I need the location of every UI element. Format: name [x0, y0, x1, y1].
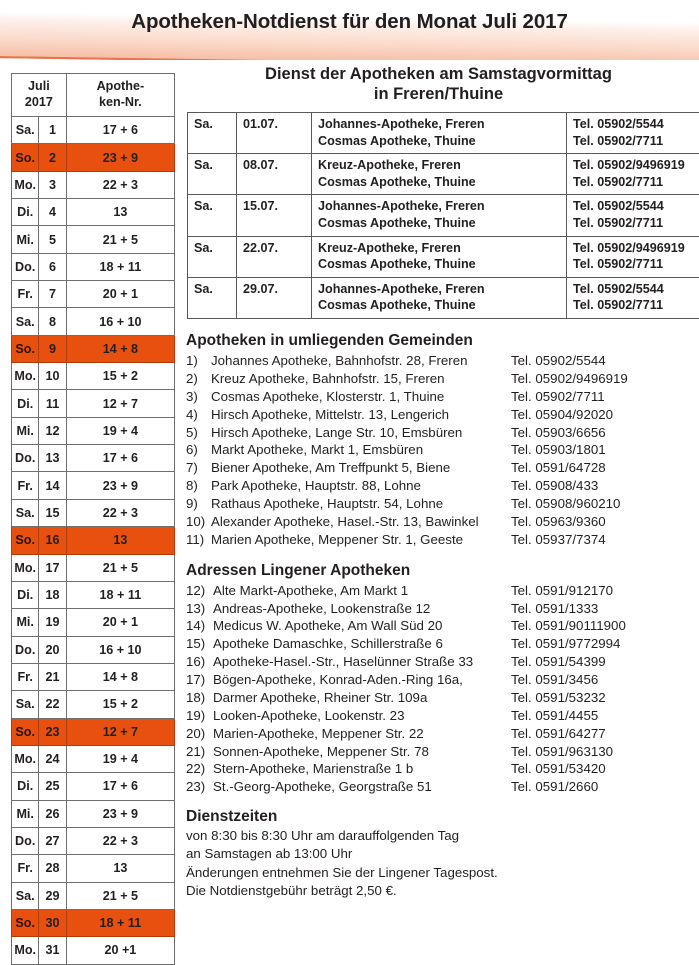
monthly-duty-calendar-table: [11, 73, 175, 965]
saturday-table-row: [188, 112, 699, 153]
calendar-cell-date: 10: [39, 363, 66, 390]
gemeinden-list-item: [186, 513, 691, 531]
pharmacy-telephone: Tel. 05908/960210: [511, 495, 620, 513]
pharmacy-index: 18): [186, 689, 213, 707]
calendar-cell-pharmacy-nr: 22 + 3: [66, 171, 174, 198]
lingen-list-item: [186, 671, 691, 689]
calendar-row: [12, 882, 175, 909]
pharmacy-telephone: Tel. 0591/54399: [511, 653, 606, 671]
saturday-cell-weekday: Sa.: [188, 195, 237, 236]
saturday-pharmacy-primary: Kreuz-Apotheke, Freren: [318, 157, 560, 174]
calendar-cell-weekday: Di.: [12, 390, 39, 417]
calendar-cell-pharmacy-nr: 23 + 9: [66, 800, 174, 827]
calendar-cell-date: 20: [39, 636, 66, 663]
calendar-cell-date: 30: [39, 909, 66, 936]
calendar-cell-pharmacy-nr: 20 + 1: [66, 609, 174, 636]
calendar-cell-date: 2: [39, 144, 66, 171]
calendar-cell-pharmacy-nr: 16 + 10: [66, 636, 174, 663]
saturday-pharmacy-secondary: Cosmas Apotheke, Thuine: [318, 215, 560, 232]
saturday-cell-telephones: [567, 195, 699, 236]
calendar-cell-date: 24: [39, 745, 66, 772]
pharmacy-telephone: Tel. 0591/3456: [511, 671, 598, 689]
lingen-list-item: [186, 653, 691, 671]
pharmacy-index: 8): [186, 477, 211, 495]
saturday-cell-telephones: [567, 154, 699, 195]
calendar-header-pharmacy-nr: [66, 74, 174, 117]
calendar-cell-pharmacy-nr: 21 + 5: [66, 554, 174, 581]
calendar-row: [12, 390, 175, 417]
saturday-cell-pharmacies: [312, 195, 567, 236]
pharmacy-telephone: Tel. 05937/7374: [511, 531, 606, 549]
dienstzeiten-line: Die Notdienstgebühr beträgt 2,50 €.: [186, 882, 691, 900]
calendar-cell-pharmacy-nr: 23 + 9: [66, 472, 174, 499]
saturday-cell-pharmacies: [312, 112, 567, 153]
pharmacy-telephone: Tel. 0591/2660: [511, 778, 598, 796]
saturday-cell-pharmacies: [312, 236, 567, 277]
saturday-pharmacy-primary: Kreuz-Apotheke, Freren: [318, 240, 560, 257]
dienstzeiten-line-list: [186, 827, 691, 900]
pharmacy-telephone: Tel. 05904/92020: [511, 406, 613, 424]
pharmacy-name-address: Rathaus Apotheke, Hauptstr. 54, Lohne: [211, 495, 511, 513]
calendar-cell-weekday: So.: [12, 718, 39, 745]
saturday-cell-date: 01.07.: [237, 112, 312, 153]
calendar-cell-pharmacy-nr: 20 +1: [66, 937, 174, 964]
pharmacy-index: 1): [186, 352, 211, 370]
pharmacy-telephone: Tel. 0591/64728: [511, 459, 606, 477]
pharmacy-index: 9): [186, 495, 211, 513]
calendar-cell-pharmacy-nr: 23 + 9: [66, 144, 174, 171]
pharmacy-name-address: Apotheke Damaschke, Schillerstraße 6: [213, 635, 511, 653]
saturday-pharmacy-secondary: Cosmas Apotheke, Thuine: [318, 174, 560, 191]
gemeinden-list-item: [186, 406, 691, 424]
pharmacy-name-address: Hirsch Apotheke, Mittelstr. 13, Lengerich: [211, 406, 511, 424]
calendar-row: [12, 144, 175, 171]
saturday-tel-primary: Tel. 05902/9496919: [573, 240, 699, 257]
calendar-cell-date: 16: [39, 527, 66, 554]
saturday-cell-pharmacies: [312, 154, 567, 195]
calendar-header-year-text: 2017: [25, 95, 53, 109]
calendar-cell-weekday: Sa.: [12, 691, 39, 718]
calendar-cell-pharmacy-nr: 18 + 11: [66, 909, 174, 936]
saturday-cell-telephones: [567, 112, 699, 153]
pharmacy-telephone: Tel. 05903/1801: [511, 441, 606, 459]
pharmacy-telephone: Tel. 05903/6656: [511, 424, 606, 442]
lingen-list-item: [186, 689, 691, 707]
pharmacy-telephone: Tel. 05963/9360: [511, 513, 606, 531]
calendar-cell-date: 18: [39, 581, 66, 608]
saturday-pharmacy-primary: Johannes-Apotheke, Freren: [318, 198, 560, 215]
calendar-cell-pharmacy-nr: 18 + 11: [66, 581, 174, 608]
calendar-cell-date: 8: [39, 308, 66, 335]
saturday-cell-weekday: Sa.: [188, 112, 237, 153]
pharmacy-telephone: Tel. 0591/1333: [511, 600, 598, 618]
saturday-tel-secondary: Tel. 05902/7711: [573, 174, 699, 191]
calendar-cell-pharmacy-nr: 19 + 4: [66, 417, 174, 444]
pharmacy-telephone: Tel. 0591/53420: [511, 760, 606, 778]
calendar-row: [12, 855, 175, 882]
lingen-list-item: [186, 600, 691, 618]
calendar-cell-pharmacy-nr: 13: [66, 527, 174, 554]
calendar-row: [12, 745, 175, 772]
pharmacy-telephone: Tel. 05908/433: [511, 477, 598, 495]
calendar-cell-weekday: So.: [12, 144, 39, 171]
calendar-row: [12, 691, 175, 718]
gemeinden-list-item: [186, 441, 691, 459]
saturday-pharmacy-secondary: Cosmas Apotheke, Thuine: [318, 256, 560, 273]
pharmacy-telephone: Tel. 0591/64277: [511, 725, 606, 743]
calendar-row: [12, 800, 175, 827]
lingen-list-item: [186, 778, 691, 796]
calendar-row: [12, 171, 175, 198]
calendar-cell-date: 7: [39, 281, 66, 308]
calendar-cell-date: 28: [39, 855, 66, 882]
calendar-cell-weekday: Di.: [12, 773, 39, 800]
calendar-cell-weekday: Di.: [12, 199, 39, 226]
calendar-cell-date: 25: [39, 773, 66, 800]
calendar-cell-weekday: Fr.: [12, 472, 39, 499]
pharmacy-name-address: Cosmas Apotheke, Klosterstr. 1, Thuine: [211, 388, 511, 406]
calendar-cell-pharmacy-nr: 22 + 3: [66, 827, 174, 854]
gemeinden-list-item: [186, 531, 691, 549]
gemeinden-list-item: [186, 424, 691, 442]
calendar-row: [12, 335, 175, 362]
calendar-header-pharmacy-line2: ken-Nr.: [99, 95, 142, 109]
calendar-cell-pharmacy-nr: 15 + 2: [66, 363, 174, 390]
dienstzeiten-line: Änderungen entnehmen Sie der Lingener Tagespost.: [186, 864, 691, 882]
calendar-cell-pharmacy-nr: 22 + 3: [66, 499, 174, 526]
pharmacy-telephone: Tel. 05902/7711: [511, 388, 605, 406]
calendar-cell-pharmacy-nr: 19 + 4: [66, 745, 174, 772]
calendar-table-header: [12, 74, 175, 117]
saturday-tel-secondary: Tel. 05902/7711: [573, 256, 699, 273]
calendar-cell-pharmacy-nr: 14 + 8: [66, 663, 174, 690]
calendar-cell-weekday: So.: [12, 909, 39, 936]
calendar-cell-pharmacy-nr: 13: [66, 199, 174, 226]
pharmacy-name-address: Darmer Apotheke, Rheiner Str. 109a: [213, 689, 511, 707]
calendar-header-month-text: Juli: [28, 79, 50, 93]
saturday-table-body: [188, 112, 699, 318]
saturday-pharmacy-secondary: Cosmas Apotheke, Thuine: [318, 133, 560, 150]
pharmacy-telephone: Tel. 0591/963130: [511, 743, 613, 761]
calendar-cell-date: 1: [39, 117, 66, 144]
saturday-table-row: [188, 154, 699, 195]
calendar-cell-date: 9: [39, 335, 66, 362]
saturday-cell-telephones: [567, 277, 699, 318]
saturday-tel-secondary: Tel. 05902/7711: [573, 133, 699, 150]
saturday-cell-date: 22.07.: [237, 236, 312, 277]
lingen-list-item: [186, 635, 691, 653]
calendar-cell-weekday: Sa.: [12, 499, 39, 526]
pharmacy-telephone: Tel. 0591/90111900: [511, 617, 626, 635]
lingen-list-item: [186, 617, 691, 635]
calendar-cell-date: 4: [39, 199, 66, 226]
pharmacy-name-address: St.-Georg-Apotheke, Georgstraße 51: [213, 778, 511, 796]
calendar-cell-weekday: Do.: [12, 253, 39, 280]
calendar-cell-weekday: Do.: [12, 636, 39, 663]
calendar-cell-weekday: So.: [12, 527, 39, 554]
calendar-row: [12, 226, 175, 253]
pharmacy-telephone: Tel. 05902/9496919: [511, 370, 628, 388]
pharmacy-name-address: Apotheke-Hasel.-Str., Haselünner Straße 33: [213, 653, 511, 671]
calendar-row: [12, 445, 175, 472]
pharmacy-name-address: Marien Apotheke, Meppener Str. 1, Geeste: [211, 531, 511, 549]
calendar-cell-date: 29: [39, 882, 66, 909]
gemeinden-list-item: [186, 388, 691, 406]
calendar-cell-weekday: Do.: [12, 445, 39, 472]
calendar-row: [12, 472, 175, 499]
calendar-row: [12, 527, 175, 554]
pharmacy-name-address: Looken-Apotheke, Lookenstr. 23: [213, 707, 511, 725]
pharmacy-index: 6): [186, 441, 211, 459]
calendar-cell-weekday: Mo.: [12, 937, 39, 964]
saturday-pharmacy-secondary: Cosmas Apotheke, Thuine: [318, 297, 560, 314]
calendar-cell-weekday: Mi.: [12, 800, 39, 827]
saturday-pharmacy-primary: Johannes-Apotheke, Freren: [318, 281, 560, 298]
calendar-cell-weekday: Mi.: [12, 226, 39, 253]
calendar-cell-pharmacy-nr: 16 + 10: [66, 308, 174, 335]
calendar-cell-weekday: Mi.: [12, 609, 39, 636]
calendar-header-month: [12, 74, 67, 117]
calendar-row: [12, 363, 175, 390]
lingen-list-item: [186, 725, 691, 743]
calendar-cell-pharmacy-nr: 21 + 5: [66, 226, 174, 253]
pharmacy-telephone: Tel. 05902/5544: [511, 352, 606, 370]
pharmacy-name-address: Stern-Apotheke, Marienstraße 1 b: [213, 760, 511, 778]
calendar-cell-date: 12: [39, 417, 66, 444]
calendar-row: [12, 308, 175, 335]
calendar-cell-pharmacy-nr: 17 + 6: [66, 445, 174, 472]
pharmacy-index: 3): [186, 388, 211, 406]
service-hours-section: [186, 808, 691, 900]
calendar-row: [12, 663, 175, 690]
saturday-cell-pharmacies: [312, 277, 567, 318]
saturday-cell-weekday: Sa.: [188, 277, 237, 318]
saturday-tel-primary: Tel. 05902/9496919: [573, 157, 699, 174]
calendar-cell-weekday: Mo.: [12, 745, 39, 772]
calendar-cell-date: 23: [39, 718, 66, 745]
pharmacy-telephone: Tel. 0591/9772994: [511, 635, 620, 653]
pharmacy-telephone: Tel. 0591/912170: [511, 582, 613, 600]
lingen-list-item: [186, 582, 691, 600]
calendar-cell-weekday: Fr.: [12, 855, 39, 882]
calendar-cell-weekday: Di.: [12, 581, 39, 608]
calendar-cell-pharmacy-nr: 12 + 7: [66, 390, 174, 417]
calendar-row: [12, 554, 175, 581]
calendar-cell-date: 17: [39, 554, 66, 581]
calendar-cell-weekday: Do.: [12, 827, 39, 854]
dienstzeiten-heading: Dienstzeiten: [186, 808, 691, 826]
calendar-cell-date: 14: [39, 472, 66, 499]
calendar-cell-date: 19: [39, 609, 66, 636]
calendar-row: [12, 581, 175, 608]
pharmacy-telephone: Tel. 0591/4455: [511, 707, 598, 725]
pharmacy-index: 11): [186, 531, 211, 549]
pharmacy-index: 17): [186, 671, 213, 689]
calendar-cell-date: 11: [39, 390, 66, 417]
pharmacy-index: 22): [186, 760, 213, 778]
calendar-row: [12, 281, 175, 308]
calendar-row: [12, 773, 175, 800]
saturday-heading-line2: in Freren/Thuine: [374, 85, 503, 103]
saturday-tel-secondary: Tel. 05902/7711: [573, 215, 699, 232]
saturday-tel-primary: Tel. 05902/5544: [573, 116, 699, 133]
calendar-cell-date: 3: [39, 171, 66, 198]
calendar-row: [12, 609, 175, 636]
calendar-cell-date: 6: [39, 253, 66, 280]
calendar-cell-weekday: Mo.: [12, 363, 39, 390]
pharmacy-index: 14): [186, 617, 213, 635]
calendar-row: [12, 718, 175, 745]
pharmacy-index: 13): [186, 600, 213, 618]
pharmacy-name-address: Medicus W. Apotheke, Am Wall Süd 20: [213, 617, 511, 635]
calendar-cell-pharmacy-nr: 14 + 8: [66, 335, 174, 362]
pharmacy-index: 5): [186, 424, 211, 442]
pharmacy-index: 7): [186, 459, 211, 477]
calendar-cell-date: 5: [39, 226, 66, 253]
pharmacy-index: 21): [186, 743, 213, 761]
calendar-cell-date: 31: [39, 937, 66, 964]
lingen-list-item: [186, 743, 691, 761]
pharmacy-index: 12): [186, 582, 213, 600]
pharmacy-index: 20): [186, 725, 213, 743]
saturday-table-row: [188, 236, 699, 277]
pharmacy-name-address: Andreas-Apotheke, Lookenstraße 12: [213, 600, 511, 618]
pharmacy-index: 4): [186, 406, 211, 424]
saturday-cell-weekday: Sa.: [188, 236, 237, 277]
pharmacy-index: 15): [186, 635, 213, 653]
saturday-service-heading: [186, 64, 691, 105]
calendar-header-row: [12, 74, 175, 117]
calendar-cell-weekday: Mo.: [12, 171, 39, 198]
saturday-cell-date: 15.07.: [237, 195, 312, 236]
saturday-service-table: [187, 112, 699, 319]
right-content-column: [186, 64, 691, 900]
calendar-cell-weekday: Sa.: [12, 117, 39, 144]
calendar-row: [12, 499, 175, 526]
pharmacy-index: 10): [186, 513, 211, 531]
gemeinden-heading: Apotheken in umliegenden Gemeinden: [186, 332, 691, 350]
calendar-cell-date: 22: [39, 691, 66, 718]
calendar-cell-date: 27: [39, 827, 66, 854]
pharmacy-name-address: Kreuz Apotheke, Bahnhofstr. 15, Freren: [211, 370, 511, 388]
saturday-heading-line1: Dienst der Apotheken am Samstagvormittag: [265, 65, 612, 83]
calendar-row: [12, 199, 175, 226]
saturday-table-row: [188, 277, 699, 318]
saturday-tel-secondary: Tel. 05902/7711: [573, 297, 699, 314]
pharmacy-name-address: Biener Apotheke, Am Treffpunkt 5, Biene: [211, 459, 511, 477]
pharmacy-index: 16): [186, 653, 213, 671]
calendar-cell-pharmacy-nr: 21 + 5: [66, 882, 174, 909]
saturday-tel-primary: Tel. 05902/5544: [573, 198, 699, 215]
calendar-cell-weekday: Mi.: [12, 417, 39, 444]
calendar-cell-date: 13: [39, 445, 66, 472]
pharmacy-name-address: Markt Apotheke, Markt 1, Emsbüren: [211, 441, 511, 459]
calendar-cell-pharmacy-nr: 12 + 7: [66, 718, 174, 745]
saturday-cell-telephones: [567, 236, 699, 277]
calendar-cell-weekday: Sa.: [12, 308, 39, 335]
calendar-row: [12, 937, 175, 964]
pharmacy-name-address: Johannes Apotheke, Bahnhofstr. 28, Freren: [211, 352, 511, 370]
pharmacy-telephone: Tel. 0591/53232: [511, 689, 606, 707]
calendar-row: [12, 253, 175, 280]
pharmacy-index: 23): [186, 778, 213, 796]
saturday-cell-weekday: Sa.: [188, 154, 237, 195]
gemeinden-list-item: [186, 495, 691, 513]
lingen-heading: Adressen Lingener Apotheken: [186, 562, 691, 580]
calendar-cell-weekday: So.: [12, 335, 39, 362]
page-title: Apotheken-Notdienst für den Monat Juli 2017: [0, 10, 699, 34]
calendar-cell-pharmacy-nr: 17 + 6: [66, 773, 174, 800]
calendar-row: [12, 827, 175, 854]
calendar-cell-date: 21: [39, 663, 66, 690]
calendar-cell-weekday: Fr.: [12, 281, 39, 308]
surrounding-communities-section: [186, 332, 691, 549]
calendar-cell-date: 26: [39, 800, 66, 827]
saturday-cell-date: 29.07.: [237, 277, 312, 318]
gemeinden-list-item: [186, 370, 691, 388]
calendar-cell-pharmacy-nr: 15 + 2: [66, 691, 174, 718]
pharmacy-name-address: Sonnen-Apotheke, Meppener Str. 78: [213, 743, 511, 761]
calendar-cell-pharmacy-nr: 17 + 6: [66, 117, 174, 144]
pharmacy-name-address: Park Apotheke, Hauptstr. 88, Lohne: [211, 477, 511, 495]
calendar-row: [12, 417, 175, 444]
gemeinden-pharmacy-list: [186, 352, 691, 549]
saturday-table-row: [188, 195, 699, 236]
dienstzeiten-line: von 8:30 bis 8:30 Uhr am darauffolgenden Tag: [186, 827, 691, 845]
saturday-pharmacy-primary: Johannes-Apotheke, Freren: [318, 116, 560, 133]
calendar-cell-date: 15: [39, 499, 66, 526]
pharmacy-name-address: Marien-Apotheke, Meppener Str. 22: [213, 725, 511, 743]
saturday-cell-date: 08.07.: [237, 154, 312, 195]
gemeinden-list-item: [186, 477, 691, 495]
calendar-header-pharmacy-line1: Apothe-: [97, 79, 145, 93]
lingen-list-item: [186, 707, 691, 725]
pharmacy-index: 19): [186, 707, 213, 725]
gemeinden-list-item: [186, 459, 691, 477]
calendar-row: [12, 117, 175, 144]
saturday-tel-primary: Tel. 05902/5544: [573, 281, 699, 298]
pharmacy-name-address: Alte Markt-Apotheke, Am Markt 1: [213, 582, 511, 600]
lingen-list-item: [186, 760, 691, 778]
pharmacy-name-address: Bögen-Apotheke, Konrad-Aden.-Ring 16a,: [213, 671, 511, 689]
calendar-cell-weekday: Fr.: [12, 663, 39, 690]
calendar-cell-weekday: Mo.: [12, 554, 39, 581]
lingen-addresses-section: [186, 562, 691, 797]
calendar-cell-weekday: Sa.: [12, 882, 39, 909]
calendar-cell-pharmacy-nr: 20 + 1: [66, 281, 174, 308]
calendar-row: [12, 909, 175, 936]
pharmacy-index: 2): [186, 370, 211, 388]
lingen-pharmacy-list: [186, 582, 691, 797]
calendar-cell-pharmacy-nr: 13: [66, 855, 174, 882]
pharmacy-name-address: Alexander Apotheke, Hasel.-Str. 13, Bawinkel: [211, 513, 511, 531]
calendar-row: [12, 636, 175, 663]
gemeinden-list-item: [186, 352, 691, 370]
dienstzeiten-line: an Samstagen ab 13:00 Uhr: [186, 845, 691, 863]
calendar-table-body: [12, 117, 175, 965]
pharmacy-name-address: Hirsch Apotheke, Lange Str. 10, Emsbüren: [211, 424, 511, 442]
calendar-cell-pharmacy-nr: 18 + 11: [66, 253, 174, 280]
